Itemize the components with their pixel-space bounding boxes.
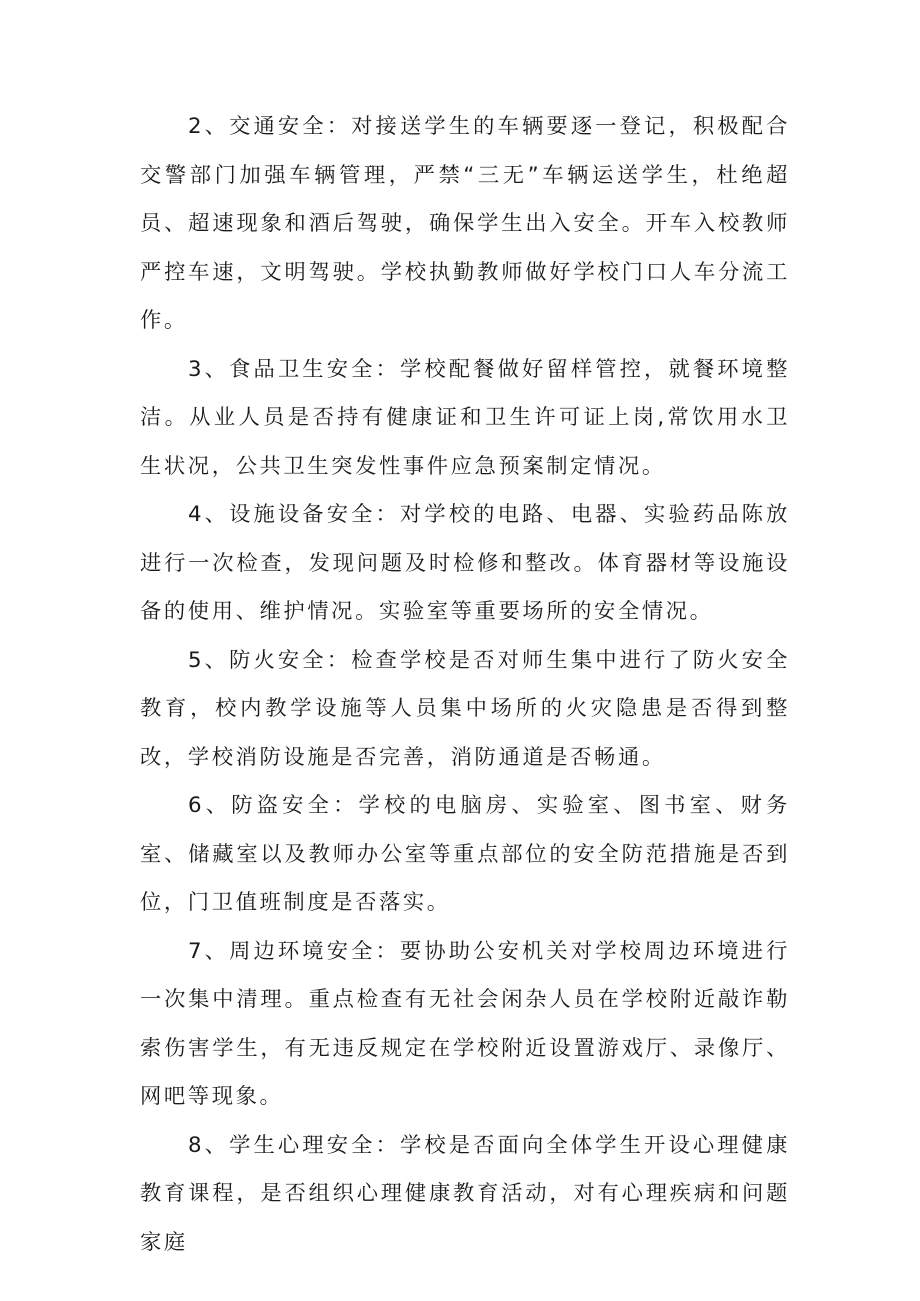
document-body	[140, 103, 790, 1267]
paragraph-theft-prevention-safety: 6、防盗安全：学校的电脑房、实验室、图书室、财务室、储藏室以及教师办公室等重点部位的安全防范措施是否到位，门卫值班制度是否落实。	[140, 793, 790, 915]
paragraph-traffic-safety: 2、交通安全：对接送学生的车辆要逐一登记，积极配合交警部门加强车辆管理，严禁“三无”车辆运送学生，杜绝超员、超速现象和酒后驾驶，确保学生出入安全。开车入校教师严控车速，文明驾驶。学校执勤教师做好学校门口人车分流工作。	[140, 114, 790, 333]
paragraph-facility-equipment-safety: 4、设施设备安全：对学校的电路、电器、实验药品陈放进行一次检查，发现问题及时检修和整改。体育器材等设施设备的使用、维护情况。实验室等重要场所的安全情况。	[140, 502, 790, 624]
paragraph-surrounding-environment-safety: 7、周边环境安全：要协助公安机关对学校周边环境进行一次集中清理。重点检查有无社会闲杂人员在学校附近敲诈勒索伤害学生，有无违反规定在学校附近设置游戏厅、录像厅、网吧等现象。	[140, 938, 790, 1109]
paragraph-student-psychological-safety: 8、学生心理安全：学校是否面向全体学生开设心理健康教育课程，是否组织心理健康教育活动，对有心理疾病和问题家庭	[140, 1132, 790, 1255]
paragraph-food-hygiene-safety: 3、食品卫生安全：学校配餐做好留样管控，就餐环境整洁。从业人员是否持有健康证和卫生许可证上岗,常饮用水卫生状况，公共卫生突发性事件应急预案制定情况。	[140, 356, 790, 479]
paragraph-fire-safety: 5、防火安全：检查学校是否对师生集中进行了防火安全教育，校内教学设施等人员集中场所的火灾隐患是否得到整改，学校消防设施是否完善，消防通道是否畅通。	[140, 647, 790, 770]
